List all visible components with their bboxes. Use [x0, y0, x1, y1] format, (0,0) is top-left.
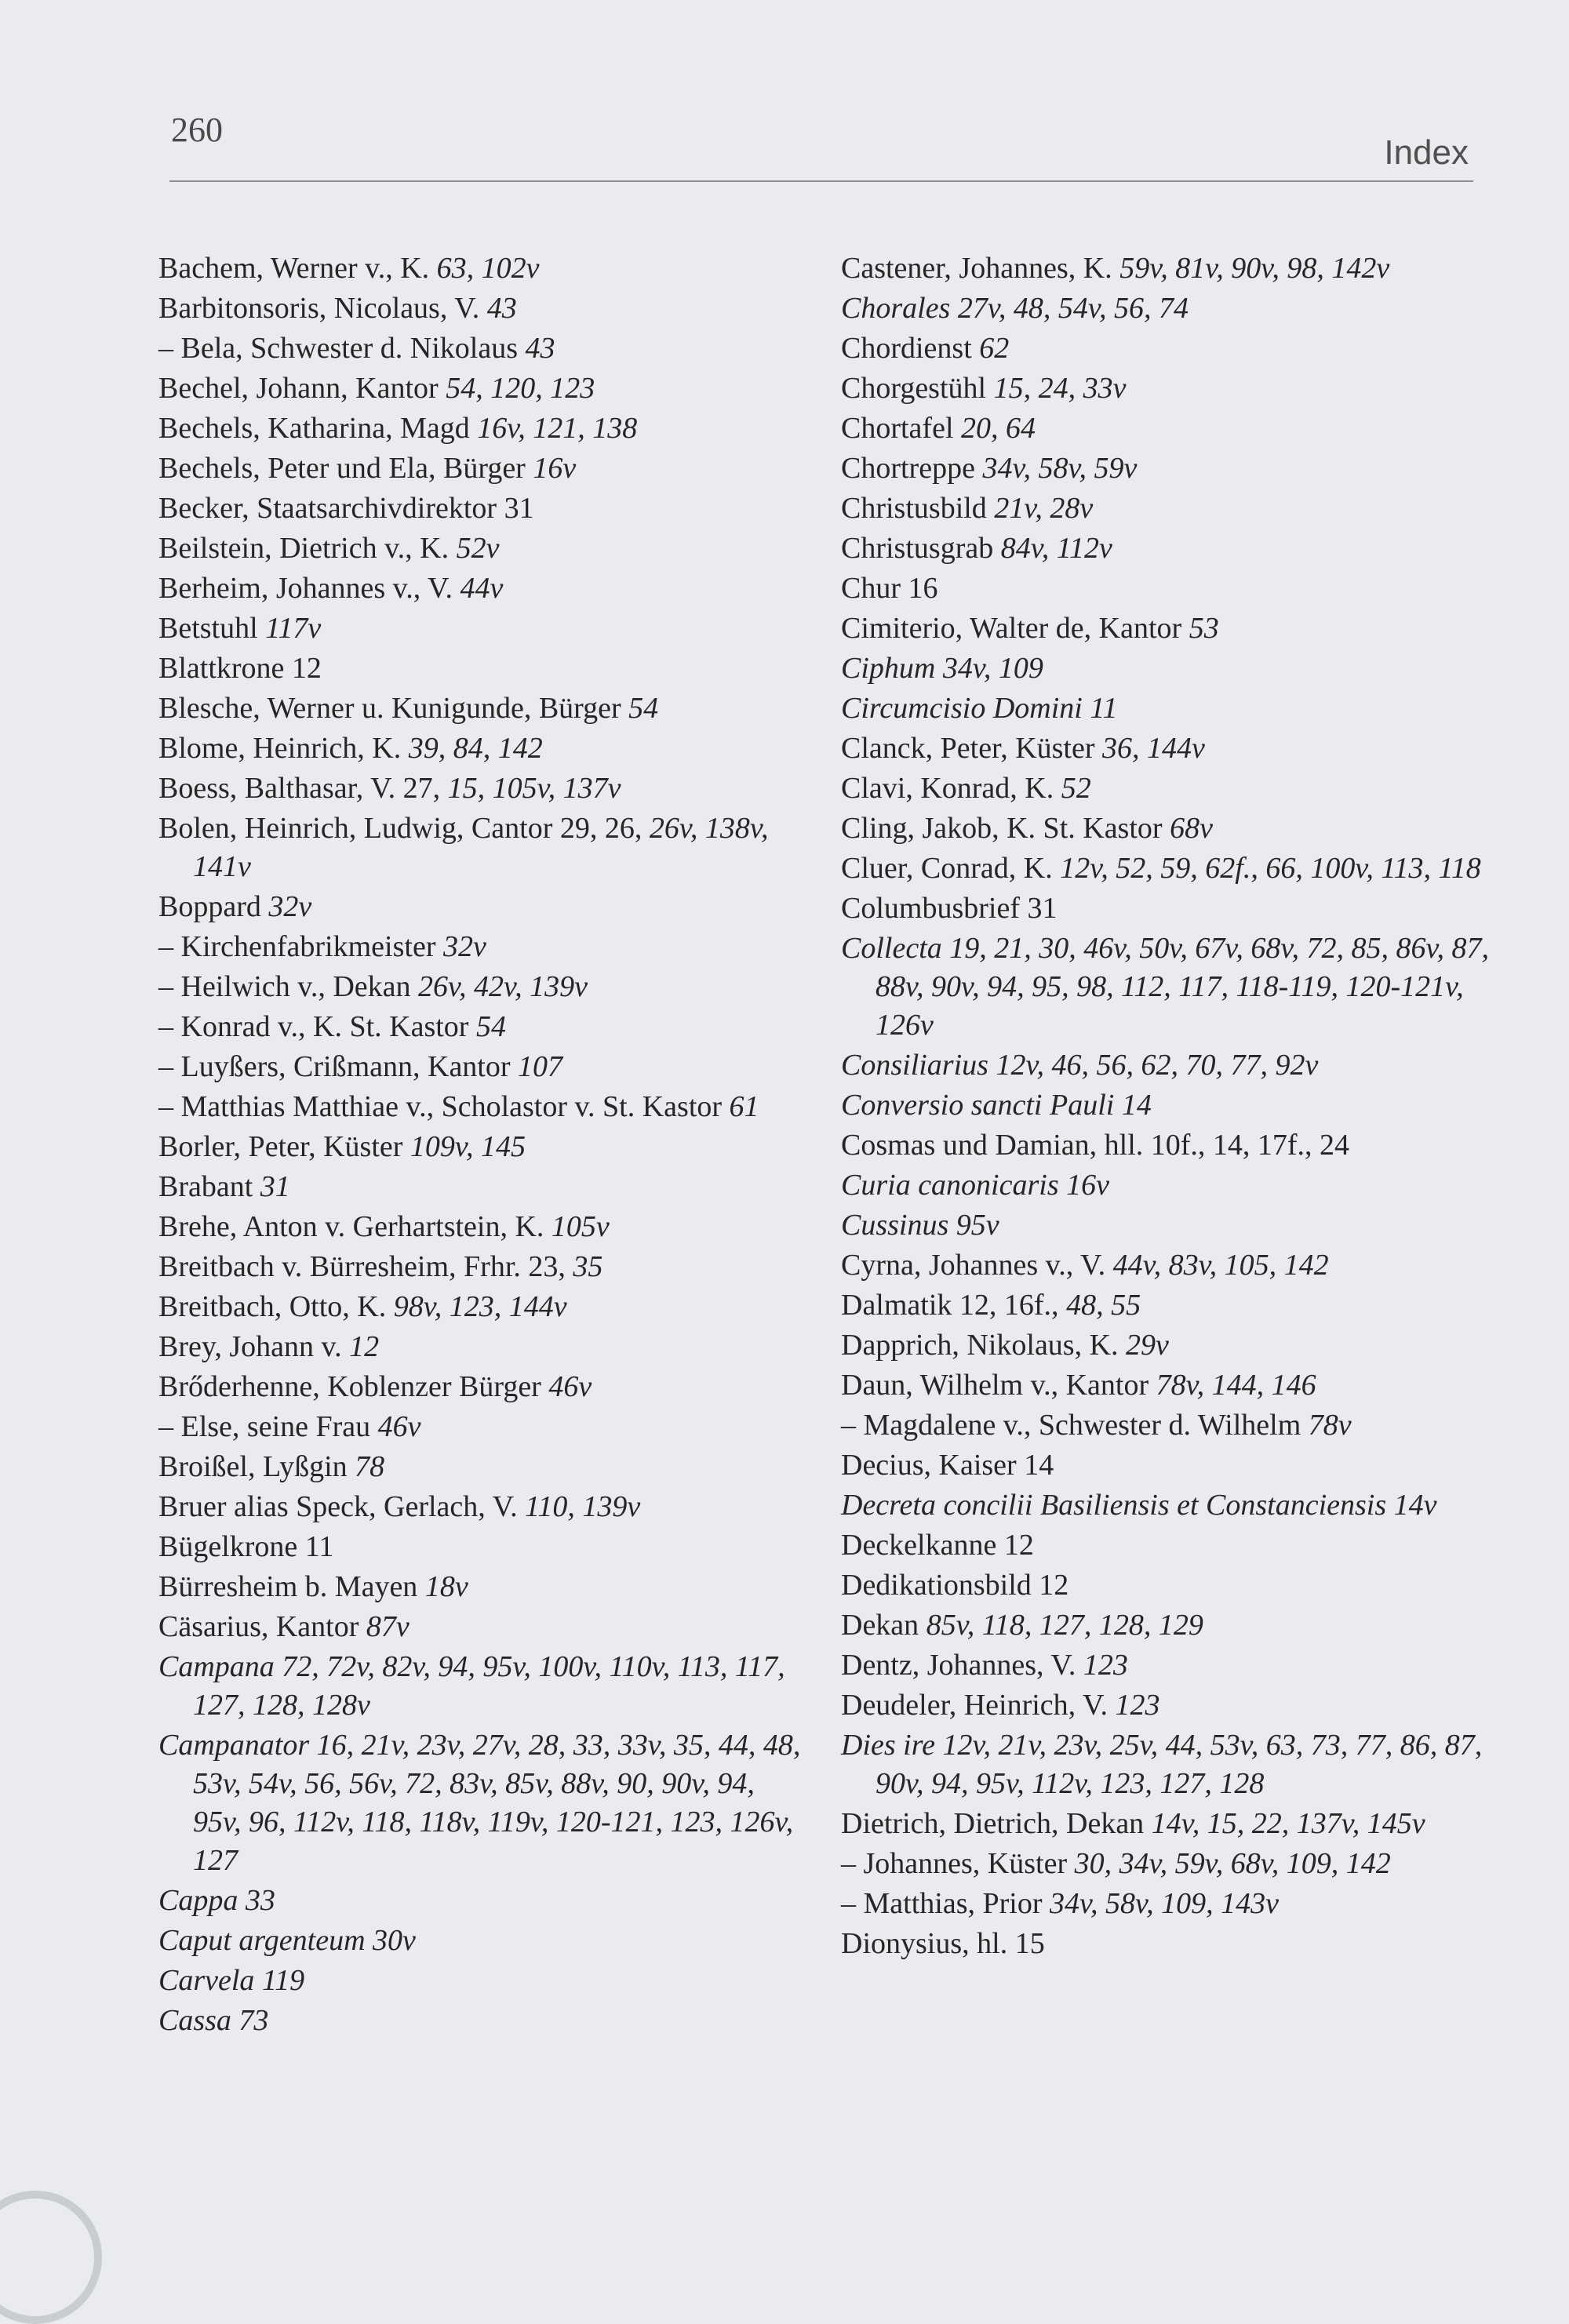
entry-heading: Blome, Heinrich, K. — [158, 732, 402, 765]
index-entry — [841, 1726, 1492, 1803]
entry-page-references: 14v — [1393, 1489, 1437, 1522]
entry-heading: Decreta concilii Basiliensis et Constanciensis — [841, 1489, 1387, 1522]
entry-heading: Deudeler, Heinrich, V. — [841, 1689, 1108, 1722]
index-entry — [841, 409, 1492, 448]
entry-heading: Bürresheim b. Mayen — [158, 1570, 418, 1603]
entry-heading: Bechels, Katharina, Magd — [158, 412, 470, 445]
entry-heading: Cussinus — [841, 1209, 949, 1242]
entry-page-references: 52v — [456, 532, 500, 565]
index-column-left — [158, 249, 810, 2042]
index-entry — [841, 1406, 1492, 1445]
index-entry — [841, 889, 1492, 928]
entry-heading: – Johannes, Küster — [841, 1847, 1068, 1880]
entry-heading: Cassa — [158, 2004, 231, 2037]
entry-page-references: 78v, 144, 146 — [1156, 1369, 1316, 1402]
entry-page-references: 53 — [1189, 612, 1219, 645]
entry-heading: Beilstein, Dietrich v., K. — [158, 532, 450, 565]
entry-heading: Blesche, Werner u. Kunigunde, Bürger — [158, 692, 621, 725]
entry-page-references: 12v, 52, 59, 62f., 66, 100v, 113, 118 — [1060, 852, 1481, 885]
index-entry — [841, 649, 1492, 688]
entry-page-references: 68v — [1170, 812, 1213, 845]
entry-page-references: 34v, 109 — [942, 652, 1043, 685]
index-entry — [158, 1408, 810, 1446]
entry-page-references: 48, 55 — [1066, 1289, 1141, 1322]
entry-heading: – Heilwich v., Dekan — [158, 970, 411, 1003]
index-entry — [841, 1446, 1492, 1485]
entry-heading: Dalmatik 12, 16f., — [841, 1289, 1059, 1322]
entry-heading: Consiliarius — [841, 1049, 988, 1082]
entry-page-references: 15, 105v, 137v — [447, 772, 621, 805]
index-entry — [841, 249, 1492, 288]
entry-heading: Broißel, Lyßgin — [158, 1450, 348, 1483]
entry-heading: Boess, Balthasar, V. 27, — [158, 772, 441, 805]
index-entry — [158, 249, 810, 288]
entry-heading: Circumcisio Domini — [841, 692, 1083, 725]
entry-page-references: 54, 120, 123 — [446, 372, 595, 405]
entry-page-references: 32v — [442, 930, 486, 963]
entry-page-references: 73 — [238, 2004, 269, 2037]
entry-page-references: 34v, 58v, 109, 143v — [1049, 1887, 1279, 1920]
index-entry — [158, 1568, 810, 1606]
entry-heading: Curia canonicaris — [841, 1169, 1059, 1202]
entry-page-references: 46v — [548, 1370, 592, 1403]
page-number: 260 — [171, 111, 223, 149]
entry-page-references: 123 — [1083, 1649, 1128, 1682]
entry-page-references: 29v — [1126, 1329, 1169, 1362]
index-entry — [841, 1326, 1492, 1365]
index-entry — [158, 1922, 810, 1960]
entry-heading: Cimiterio, Walter de, Kantor — [841, 612, 1182, 645]
entry-page-references: 11 — [1090, 692, 1118, 725]
entry-page-references: 78v — [1308, 1409, 1352, 1442]
entry-heading: Deckelkanne 12 — [841, 1529, 1034, 1562]
entry-page-references: 16v, 121, 138 — [477, 412, 638, 445]
entry-page-references: 21v, 28v — [994, 492, 1094, 525]
entry-page-references: 36, 144v — [1102, 732, 1205, 765]
index-entry — [841, 1566, 1492, 1605]
entry-heading: Chorales — [841, 292, 951, 325]
index-entry — [158, 1648, 810, 1725]
index-entry — [841, 1246, 1492, 1285]
index-entry — [158, 2002, 810, 2040]
index-entry — [158, 1726, 810, 1880]
entry-heading: – Kirchenfabrikmeister — [158, 930, 436, 963]
index-entry — [841, 1366, 1492, 1405]
index-entry — [841, 1086, 1492, 1125]
entry-page-references: 12 — [349, 1330, 380, 1363]
entry-page-references: 35 — [573, 1250, 603, 1283]
entry-heading: Bruer alias Speck, Gerlach, V. — [158, 1490, 518, 1523]
entry-heading: Boppard — [158, 890, 261, 923]
header-rule — [169, 180, 1473, 182]
entry-heading: Collecta — [841, 932, 942, 965]
index-entry — [158, 1528, 810, 1566]
entry-page-references: 43 — [486, 292, 517, 325]
index-entry — [841, 1686, 1492, 1725]
entry-page-references: 44v — [460, 572, 504, 605]
index-entry — [841, 1206, 1492, 1245]
entry-page-references: 78 — [355, 1450, 385, 1483]
entry-heading: Betstuhl — [158, 612, 258, 645]
entry-heading: Bechels, Peter und Ela, Bürger — [158, 452, 526, 485]
index-entry — [158, 1248, 810, 1286]
index-entry — [158, 1208, 810, 1246]
entry-page-references: 19, 21, 30, 46v, 50v, 67v, 68v, 72, 85, 86v, 87, 88v, 90v, 94, 95, 98, 112, 117, 118-119, 120-121v, 126v — [876, 932, 1489, 1042]
entry-heading: Chortafel — [841, 412, 954, 445]
index-entry — [841, 1286, 1492, 1325]
entry-heading: Dapprich, Nikolaus, K. — [841, 1329, 1119, 1362]
entry-page-references: 107 — [518, 1050, 563, 1083]
entry-heading: Cluer, Conrad, K. — [841, 852, 1053, 885]
entry-page-references: 61 — [729, 1090, 759, 1123]
entry-page-references: 59v, 81v, 90v, 98, 142v — [1119, 252, 1390, 285]
index-entry — [158, 1288, 810, 1326]
entry-page-references: 18v — [424, 1570, 468, 1603]
entry-heading: Breitbach, Otto, K. — [158, 1290, 387, 1323]
entry-heading: Dedikationsbild 12 — [841, 1569, 1069, 1602]
entry-heading: Campana — [158, 1650, 275, 1683]
entry-heading: – Matthias, Prior — [841, 1887, 1043, 1920]
index-entry — [841, 929, 1492, 1045]
entry-page-references: 62 — [979, 332, 1010, 365]
index-entry — [841, 529, 1492, 568]
entry-heading: Cäsarius, Kantor — [158, 1610, 359, 1643]
entry-heading: Brabant — [158, 1170, 253, 1203]
entry-page-references: 98v, 123, 144v — [393, 1290, 567, 1323]
entry-page-references: 54 — [628, 692, 659, 725]
entry-page-references: 14v, 15, 22, 137v, 145v — [1151, 1807, 1425, 1840]
index-entry — [841, 689, 1492, 728]
entry-heading: Ciphum — [841, 652, 936, 685]
entry-page-references: 31 — [260, 1170, 290, 1203]
index-entry — [841, 569, 1492, 608]
entry-page-references: 26v, 42v, 139v — [418, 970, 588, 1003]
index-entry — [841, 809, 1492, 848]
entry-heading: – Matthias Matthiae v., Scholastor v. St. Kastor — [158, 1090, 723, 1123]
index-entry — [841, 729, 1492, 768]
entry-heading: Christusbild — [841, 492, 987, 525]
entry-page-references: 117v — [265, 612, 322, 645]
entry-heading: Berheim, Johannes v., V. — [158, 572, 453, 605]
index-entry — [158, 968, 810, 1006]
entry-page-references: 95v — [956, 1209, 999, 1242]
entry-page-references: 12v, 46, 56, 62, 70, 77, 92v — [996, 1049, 1319, 1082]
index-entry — [158, 689, 810, 728]
entry-heading: Campanator — [158, 1729, 310, 1762]
entry-page-references: 16v — [1066, 1169, 1109, 1202]
entry-page-references: 39, 84, 142 — [408, 732, 543, 765]
index-entry — [841, 1606, 1492, 1645]
entry-heading: Decius, Kaiser 14 — [841, 1449, 1054, 1482]
entry-heading: Dentz, Johannes, V. — [841, 1649, 1076, 1682]
entry-heading: – Luyßers, Crißmann, Kantor — [158, 1050, 511, 1083]
entry-heading: Conversio sancti Pauli — [841, 1089, 1115, 1122]
entry-heading: Dies ire — [841, 1729, 935, 1762]
entry-heading: Breitbach v. Bürresheim, Frhr. 23, — [158, 1250, 566, 1283]
index-entry — [841, 1046, 1492, 1085]
entry-heading: Becker, Staatsarchivdirektor 31 — [158, 492, 534, 525]
entry-heading: Cyrna, Johannes v., V. — [841, 1249, 1106, 1282]
entry-page-references: 16, 21v, 23v, 27v, 28, 33, 33v, 35, 44, 48, 53v, 54v, 56, 56v, 72, 83v, 85v, 88v, 90, 90v, 94, 95v, 96, 112v, 118, 118v, 119v, 120-121, 123, 126v, 127 — [193, 1729, 801, 1877]
entry-heading: Dekan — [841, 1609, 919, 1642]
index-entry — [841, 1646, 1492, 1685]
entry-heading: Dietrich, Dietrich, Dekan — [841, 1807, 1145, 1840]
entry-page-references: 119 — [261, 1964, 305, 1997]
entry-page-references: 14 — [1121, 1089, 1152, 1122]
entry-heading: Bechel, Johann, Kantor — [158, 372, 439, 405]
index-entry — [158, 449, 810, 488]
entry-heading: – Magdalene v., Schwester d. Wilhelm — [841, 1409, 1301, 1442]
entry-heading: Brőderhenne, Koblenzer Bürger — [158, 1370, 541, 1403]
index-entry — [841, 1925, 1492, 1963]
index-entry — [158, 1088, 810, 1126]
index-entry — [158, 649, 810, 688]
entry-page-references: 46v — [377, 1410, 421, 1443]
entry-heading: Chordienst — [841, 332, 972, 365]
entry-heading: Cosmas und Damian, hll. 10f., 14, 17f., 24 — [841, 1129, 1350, 1162]
entry-heading: Clavi, Konrad, K. — [841, 772, 1054, 805]
entry-page-references: 15, 24, 33v — [993, 372, 1127, 405]
index-entry — [158, 369, 810, 408]
entry-page-references: 32v — [268, 890, 312, 923]
entry-heading: Castener, Johannes, K. — [841, 252, 1112, 285]
entry-page-references: 12v, 21v, 23v, 25v, 44, 53v, 63, 73, 77, 86, 87, 90v, 94, 95v, 112v, 123, 127, 128 — [876, 1729, 1483, 1800]
entry-page-references: 34v, 58v, 59v — [982, 452, 1138, 485]
index-entry — [158, 289, 810, 328]
index-entry — [841, 769, 1492, 808]
entry-page-references: 26v, 138v, 141v — [193, 812, 769, 883]
index-entry — [158, 1008, 810, 1046]
index-entry — [841, 289, 1492, 328]
entry-page-references: 27v, 48, 54v, 56, 74 — [957, 292, 1189, 325]
index-entry — [841, 849, 1492, 888]
entry-page-references: 110, 139v — [525, 1490, 641, 1523]
entry-heading: Caput argenteum — [158, 1924, 366, 1957]
entry-heading: Daun, Wilhelm v., Kantor — [841, 1369, 1149, 1402]
entry-page-references: 33 — [245, 1884, 275, 1917]
index-entry — [158, 928, 810, 966]
index-entry — [158, 1608, 810, 1646]
index-entry — [841, 329, 1492, 368]
index-entry — [158, 409, 810, 448]
entry-heading: Dionysius, hl. 15 — [841, 1927, 1045, 1960]
entry-page-references: 16v — [533, 452, 577, 485]
entry-page-references: 72, 72v, 82v, 94, 95v, 100v, 110v, 113, 117, 127, 128, 128v — [193, 1650, 785, 1722]
entry-heading: – Bela, Schwester d. Nikolaus — [158, 332, 519, 365]
index-entry — [841, 1805, 1492, 1843]
entry-page-references: 105v — [551, 1210, 610, 1243]
entry-page-references: 30v — [373, 1924, 416, 1957]
entry-heading: Chur 16 — [841, 572, 938, 605]
index-entry — [158, 569, 810, 608]
entry-page-references: 85v, 118, 127, 128, 129 — [926, 1609, 1203, 1642]
entry-heading: Cling, Jakob, K. St. Kastor — [841, 812, 1163, 845]
entry-heading: Brehe, Anton v. Gerhartstein, K. — [158, 1210, 544, 1243]
index-entry — [158, 1962, 810, 2000]
entry-heading: Bachem, Werner v., K. — [158, 252, 430, 285]
index-entry — [158, 609, 810, 648]
entry-page-references: 54 — [475, 1010, 506, 1043]
entry-heading: – Else, seine Frau — [158, 1410, 371, 1443]
index-entry — [841, 1166, 1492, 1205]
entry-page-references: 43 — [525, 332, 555, 365]
index-entry — [158, 329, 810, 368]
index-entry — [158, 529, 810, 568]
entry-heading: – Konrad v., K. St. Kastor — [158, 1010, 469, 1043]
entry-heading: Columbusbrief 31 — [841, 892, 1058, 925]
entry-page-references: 84v, 112v — [1000, 532, 1112, 565]
index-entry — [841, 1486, 1492, 1525]
index-entry — [158, 1368, 810, 1406]
index-entry — [158, 1048, 810, 1086]
entry-heading: Cappa — [158, 1884, 238, 1917]
entry-heading: Barbitonsoris, Nicolaus, V. — [158, 292, 480, 325]
index-entry — [158, 1488, 810, 1526]
index-entry — [158, 888, 810, 926]
entry-heading: Chorgestühl — [841, 372, 987, 405]
index-entry — [158, 1328, 810, 1366]
index-entry — [841, 1526, 1492, 1565]
entry-heading: Chortreppe — [841, 452, 975, 485]
index-entry — [158, 1882, 810, 1920]
entry-page-references: 20, 64 — [961, 412, 1036, 445]
entry-page-references: 123 — [1115, 1689, 1160, 1722]
index-entry — [158, 489, 810, 528]
entry-page-references: 87v — [366, 1610, 410, 1643]
index-entry — [841, 1845, 1492, 1883]
entry-heading: Bolen, Heinrich, Ludwig, Cantor 29, 26, — [158, 812, 643, 845]
entry-page-references: 63, 102v — [436, 252, 540, 285]
entry-heading: Brey, Johann v. — [158, 1330, 342, 1363]
entry-heading: Blattkrone 12 — [158, 652, 322, 685]
index-entry — [841, 369, 1492, 408]
index-entry — [158, 1448, 810, 1486]
entry-heading: Borler, Peter, Küster — [158, 1130, 403, 1163]
index-entry — [841, 1126, 1492, 1165]
entry-page-references: 52 — [1061, 772, 1091, 805]
entry-heading: Christusgrab — [841, 532, 994, 565]
index-entry — [158, 1128, 810, 1166]
entry-heading: Bügelkrone 11 — [158, 1530, 334, 1563]
entry-page-references: 109v, 145 — [410, 1130, 526, 1163]
index-column-right — [841, 249, 1492, 1965]
entry-page-references: 30, 34v, 59v, 68v, 109, 142 — [1074, 1847, 1391, 1880]
entry-page-references: 44v, 83v, 105, 142 — [1112, 1249, 1329, 1282]
binder-ring-shadow — [0, 2191, 102, 2324]
index-entry — [841, 609, 1492, 648]
index-entry — [158, 769, 810, 808]
index-entry — [158, 809, 810, 886]
index-entry — [841, 1885, 1492, 1923]
running-head: Index — [1384, 133, 1469, 172]
entry-heading: Carvela — [158, 1964, 255, 1997]
entry-heading: Clanck, Peter, Küster — [841, 732, 1095, 765]
index-entry — [158, 729, 810, 768]
index-entry — [841, 449, 1492, 488]
index-entry — [841, 489, 1492, 528]
index-entry — [158, 1168, 810, 1206]
